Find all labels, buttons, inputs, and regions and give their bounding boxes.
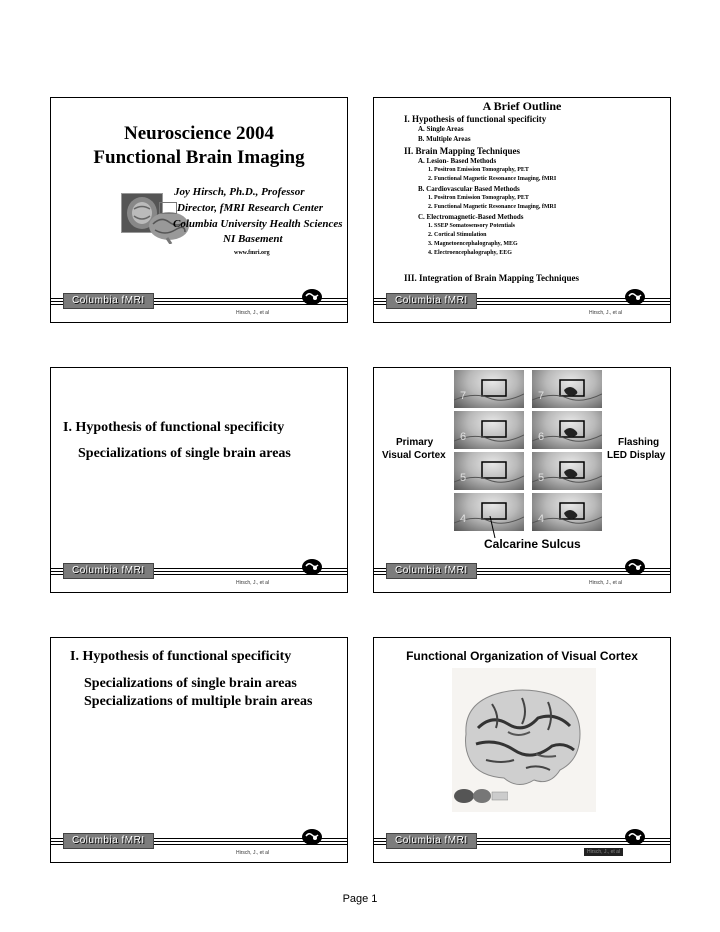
- brain-logo-icon: [301, 288, 323, 306]
- slide-hypothesis-single: [50, 367, 348, 593]
- roi-box: [532, 411, 602, 449]
- sulcus-pointer-line: [489, 516, 499, 538]
- mri-slice: [532, 411, 602, 449]
- outline-item-level-1: II. Brain Mapping Techniques: [404, 146, 521, 156]
- brain-logo-icon: [624, 288, 646, 306]
- slice-number: 4: [538, 513, 545, 525]
- slide-footer: [374, 292, 670, 322]
- outline-item-level-3: 1. Positron Emission Tomography, PET: [428, 167, 529, 173]
- slide-footer: [51, 292, 347, 322]
- slide-footer: [51, 562, 347, 592]
- slide-heading: I. Hypothesis of functional specificity: [63, 420, 285, 435]
- slice-number: 7: [460, 390, 467, 402]
- outline-item-level-3: 2. Functional Magnetic Resonance Imaging, fMRI: [428, 204, 557, 210]
- outline-item-level-3: 1. Positron Emission Tomography, PET: [428, 195, 529, 201]
- slice-number: 4: [460, 513, 467, 525]
- slice-number: 6: [460, 431, 467, 443]
- slide-title-line1: Neuroscience 2004: [123, 123, 275, 144]
- outline-item-level-3: 2. Functional Magnetic Resonance Imaging, fMRI: [428, 176, 557, 182]
- mri-slice: [454, 370, 524, 408]
- author-location: NI Basement: [223, 233, 283, 245]
- outline-item-level-1: III. Integration of Brain Mapping Techniques: [404, 273, 580, 283]
- slide-subpoint-2: Specializations of multiple brain areas: [84, 694, 313, 709]
- credit-text: Hirsch, J., et al: [584, 848, 623, 856]
- columbia-fmri-badge: Columbia fMRI: [63, 833, 154, 849]
- brain-render-panel: [452, 668, 596, 812]
- columbia-fmri-badge: Columbia fMRI: [386, 563, 477, 579]
- brain-logo-icon: [301, 828, 323, 846]
- slice-number: 5: [460, 472, 467, 484]
- credit-text: Hirsch, J., et al: [236, 850, 270, 856]
- mri-slice: [532, 452, 602, 490]
- roi-box: [454, 452, 524, 490]
- roi-box: [454, 411, 524, 449]
- slide-title-line2: Functional Brain Imaging: [93, 147, 305, 168]
- outline-item-level-3: 4. Electroencephalography, EEG: [428, 250, 512, 256]
- outline-item-level-3: 1. SSEP Somatosensory Potentials: [428, 223, 516, 229]
- roi-box: [532, 493, 602, 531]
- slide-heading: Functional Organization of Visual Cortex: [406, 649, 638, 663]
- credit-text: Hirsch, J., et al: [236, 310, 270, 316]
- author-role: Director, fMRI Research Center: [177, 202, 324, 214]
- slide-hypothesis-multiple: [50, 637, 348, 863]
- outline-item-level-2: B. Cardiovascular Based Methods: [418, 185, 520, 193]
- author-name: Joy Hirsch, Ph.D., Professor: [174, 186, 305, 198]
- outline-item-level-2: C. Electromagnetic-Based Methods: [418, 213, 524, 221]
- mri-slice-grid: [454, 370, 604, 530]
- callout-box: [159, 202, 177, 214]
- slice-number: 7: [538, 390, 545, 402]
- mri-slice: [532, 493, 602, 531]
- roi-box: [532, 370, 602, 408]
- outline-heading: A Brief Outline: [482, 99, 562, 113]
- slide-subpoint: Specializations of single brain areas: [78, 446, 291, 461]
- slice-number: 5: [538, 472, 545, 484]
- columbia-fmri-badge: Columbia fMRI: [63, 293, 154, 309]
- outline-item-level-3: 2. Cortical Stimulation: [428, 232, 487, 238]
- slide-visual-cortex-slices: [373, 367, 671, 593]
- slide-functional-organization: [373, 637, 671, 863]
- slide-outline: [373, 97, 671, 323]
- label-primary: Primary: [396, 437, 434, 448]
- slide-footer: [374, 832, 670, 862]
- credit-text: Hirsch, J., et al: [236, 580, 270, 586]
- credit-text: Hirsch, J., et al: [589, 580, 623, 586]
- label-calcarine-sulcus: Calcarine Sulcus: [484, 537, 581, 551]
- outline-item-level-2: B. Multiple Areas: [418, 135, 471, 143]
- website-link[interactable]: www.fmri.org: [234, 250, 270, 256]
- slide-heading: I. Hypothesis of functional specificity: [70, 649, 292, 664]
- mri-slice: [454, 452, 524, 490]
- slide-footer: [374, 562, 670, 592]
- columbia-fmri-badge: Columbia fMRI: [386, 833, 477, 849]
- outline-item-level-2: A. Single Areas: [418, 125, 464, 133]
- brain-logo-icon: [624, 828, 646, 846]
- label-visual-cortex: Visual Cortex: [382, 450, 446, 461]
- mri-slice: [532, 370, 602, 408]
- page-number: Page 1: [342, 893, 378, 905]
- credit-text: Hirsch, J., et al: [589, 310, 623, 316]
- outline-item-level-2: A. Lesion- Based Methods: [418, 157, 497, 165]
- slide-title: [50, 97, 348, 323]
- slice-number: 6: [538, 431, 545, 443]
- slide-subpoint-1: Specializations of single brain areas: [84, 676, 297, 691]
- slide-footer: [51, 832, 347, 862]
- columbia-fmri-badge: Columbia fMRI: [63, 563, 154, 579]
- roi-box: [532, 452, 602, 490]
- label-led-display: LED Display: [607, 450, 666, 461]
- mri-slice: [454, 411, 524, 449]
- label-flashing: Flashing: [618, 437, 660, 448]
- roi-box: [454, 370, 524, 408]
- brain-thumbnails: [452, 786, 508, 806]
- outline-item-level-1: I. Hypothesis of functional specificity: [404, 114, 547, 124]
- brain-logo-icon: [624, 558, 646, 576]
- outline-item-level-3: 3. Magnetoencephalography, MEG: [428, 241, 518, 247]
- author-institution: Columbia University Health Sciences: [173, 218, 343, 230]
- columbia-fmri-badge: Columbia fMRI: [386, 293, 477, 309]
- brain-logo-icon: [301, 558, 323, 576]
